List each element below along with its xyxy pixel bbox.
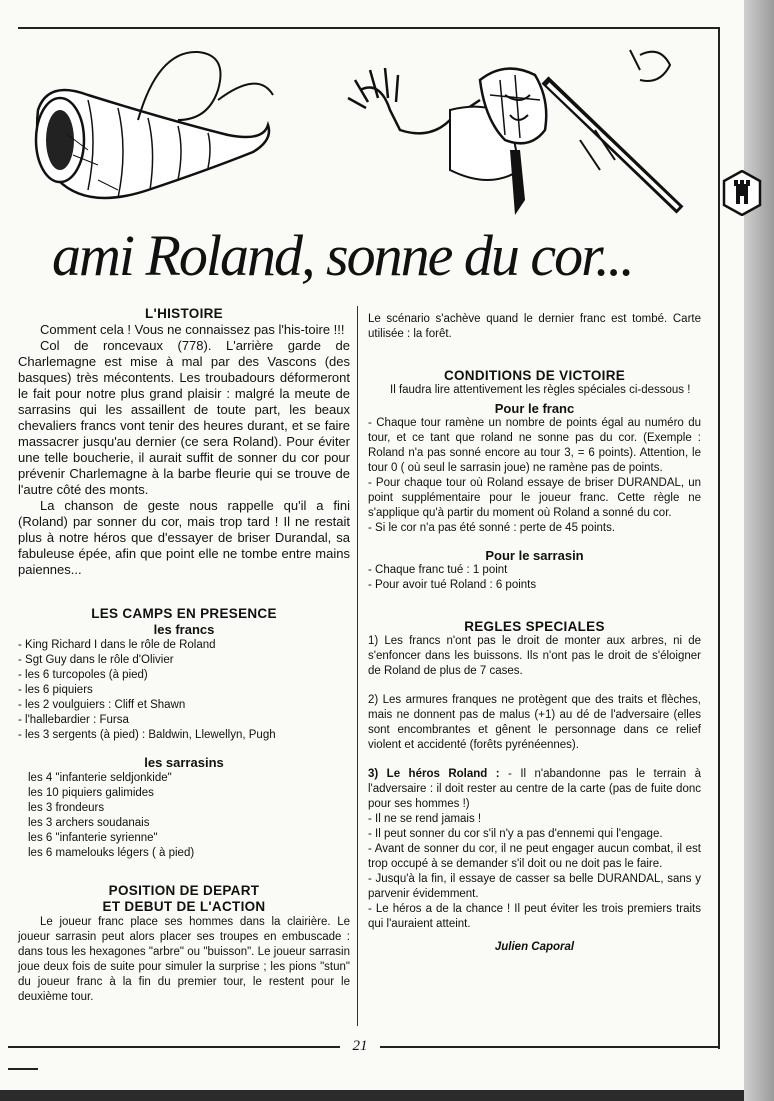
rule-2: 2) Les armures franques ne protègent que des traits et flèches, mais ne donnent pas de malus (+1) au dé de l'adversaire (elles sont encombrantes et gênent le personnage dans ce relief violent et accidenté (forêts pyrénéennes). <box>368 694 701 751</box>
frame-line-corner <box>8 1068 38 1070</box>
position-heading: POSITION DE DEPART <box>108 883 260 898</box>
sarrasin-item: - Chaque franc tué : 1 point <box>368 564 508 576</box>
sarrasin-heading: Pour le sarrasin <box>485 548 584 563</box>
rule-1: 1) Les francs n'ont pas le droit de monter aux arbres, ni de s'enfoncer dans les buissons. Ils n'ont pas le droit de s'éloigner de Roland de plus de 7 cases. <box>368 635 701 677</box>
knight-illustration <box>340 40 690 220</box>
list-item: - les 6 turcopoles (à pied) <box>18 669 148 681</box>
frame-line-right <box>718 27 720 1049</box>
rule-3-text: - Il n'abandonne pas le terrain à l'adversaire : il doit rester au centre de la carte (pas de fuite donc pour ses hommes !) <box>368 768 701 810</box>
franc-heading: Pour le franc <box>494 401 575 416</box>
list-item: les 3 archers soudanais <box>28 817 150 829</box>
francs-list <box>18 638 350 743</box>
left-column <box>18 306 350 1005</box>
rule-3-item: - Le héros a de la chance ! Il peut éviter les trois premiers traits qui l'auraient atteint. <box>368 903 701 930</box>
list-item: les 6 "infanterie syrienne" <box>28 832 158 844</box>
rule-3-label: 3) Le héros Roland : <box>368 768 500 780</box>
rule-3-item: - Il peut sonner du cor s'il n'y a pas d'ennemi qui l'engage. <box>368 828 663 840</box>
page-number: 21 <box>340 1038 380 1055</box>
tower-badge-icon <box>722 170 762 216</box>
horn-illustration <box>28 40 278 210</box>
intro-text: Le scénario s'achève quand le dernier franc est tombé. Carte utilisée : la forêt. <box>368 313 701 340</box>
franc-item: - Si le cor n'a pas été sonné : perte de 45 points. <box>368 522 616 534</box>
rule-3 <box>368 767 701 812</box>
list-item: - les 6 piquiers <box>18 684 93 696</box>
right-column <box>368 312 701 955</box>
victoire-heading: CONDITIONS DE VICTOIRE <box>443 368 626 383</box>
page-title: ami Roland, sonne du cor... <box>52 223 633 288</box>
francs-heading: les francs <box>153 622 215 637</box>
rule-3-item: - Jusqu'à la fin, il essaye de casser sa belle DURANDAL, sans y parvenir évidemment. <box>368 873 701 900</box>
list-item: les 10 piquiers galimides <box>28 787 154 799</box>
list-item: les 6 mamelouks légers ( à pied) <box>28 847 195 859</box>
franc-item: - Chaque tour ramène un nombre de points égal au numéro du tour, et ce tant que roland ne sonne pas du cor. (Exemple : Roland n'a pas sonné encore au tour 3, = 6 points). Attention, le tour 0 ( où seul le sarrasin joue) ne ramène pas de points. <box>368 417 701 474</box>
rule-3-item: - Avant de sonner du cor, il ne peut engager aucun combat, il est trop occupé à se demander s'il doit ou ne doit pas le faire. <box>368 843 701 870</box>
list-item: - les 3 sergents (à pied) : Baldwin, Llewellyn, Pugh <box>18 729 276 741</box>
list-item: les 4 "infanterie seldjonkide" <box>28 772 172 784</box>
camps-heading: LES CAMPS EN PRESENCE <box>91 606 277 621</box>
histoire-paragraph: Comment cela ! Vous ne connaissez pas l'his-toire !!! <box>40 322 345 337</box>
regles-heading: REGLES SPECIALES <box>464 619 605 634</box>
list-item: - Sgt Guy dans le rôle d'Olivier <box>18 654 174 666</box>
victoire-text: Il faudra lire attentivement les règles spéciales ci-dessous ! <box>390 384 691 396</box>
list-item: - King Richard I dans le rôle de Roland <box>18 639 216 651</box>
sarrasin-item: - Pour avoir tué Roland : 6 points <box>368 579 537 591</box>
sarrasins-list <box>18 771 350 861</box>
sarrasins-heading: les sarrasins <box>144 755 224 770</box>
position-text: Le joueur franc place ses hommes dans la clairière. Le joueur sarrasin peut alors placer ses troupes en embuscade : dans tous les hexagones "arbre" ou "buisson". Le joueur sarrasin joue deux fois de suite pour simuler la surprise ; les pions "stun" du joueur franc à la fin du premier tour, le restent pour le deuxième tour. <box>18 916 350 1003</box>
histoire-paragraph: La chanson de geste nous rappelle qu'il a fini (Roland) par sonner du cor, mais trop tard ! Il ne restait plus à notre héros que d'essayer de briser Durandal, sa fabuleuse épée, afin que point elle ne tombe entre mains paiennes... <box>18 498 350 577</box>
histoire-paragraph: Col de roncevaux (778). L'arrière garde de Charlemagne est mise à mal par des Vascons (des basques) très mécontents. Les troubadours déformeront le fait pour notre plus grand plaisir : malgré la meute de sarrasins qui les assaillent de toute part, les beaux chevaliers francs vont tenir des heures durant, et se faire massacrer jusqu'au dernier (ce sera Roland). Pour éviter une telle boucherie, il aurait suffit de sonner du cor pour prévenir Charlemagne à la barbe fleurie qui se trouve de l'autre côté des monts. <box>18 338 350 497</box>
position-subheading: ET DEBUT DE L'ACTION <box>102 899 266 914</box>
rule-3-item: - Il ne se rend jamais ! <box>368 813 482 825</box>
page-edge <box>744 0 774 1101</box>
frame-line-top <box>18 27 720 29</box>
column-divider <box>357 306 358 1026</box>
histoire-heading: L'HISTOIRE <box>145 306 223 321</box>
list-item: - les 2 voulguiers : Cliff et Shawn <box>18 699 186 711</box>
author-signature: Julien Caporal <box>494 941 575 953</box>
list-item: - l'hallebardier : Fursa <box>18 714 129 726</box>
franc-item: - Pour chaque tour où Roland essaye de briser DURANDAL, un point supplémentaire pour le joueur franc. Cette règle ne s'applique qu'à partir du moment où Roland a sonné du cor. <box>368 477 701 519</box>
list-item: les 3 frondeurs <box>28 802 105 814</box>
